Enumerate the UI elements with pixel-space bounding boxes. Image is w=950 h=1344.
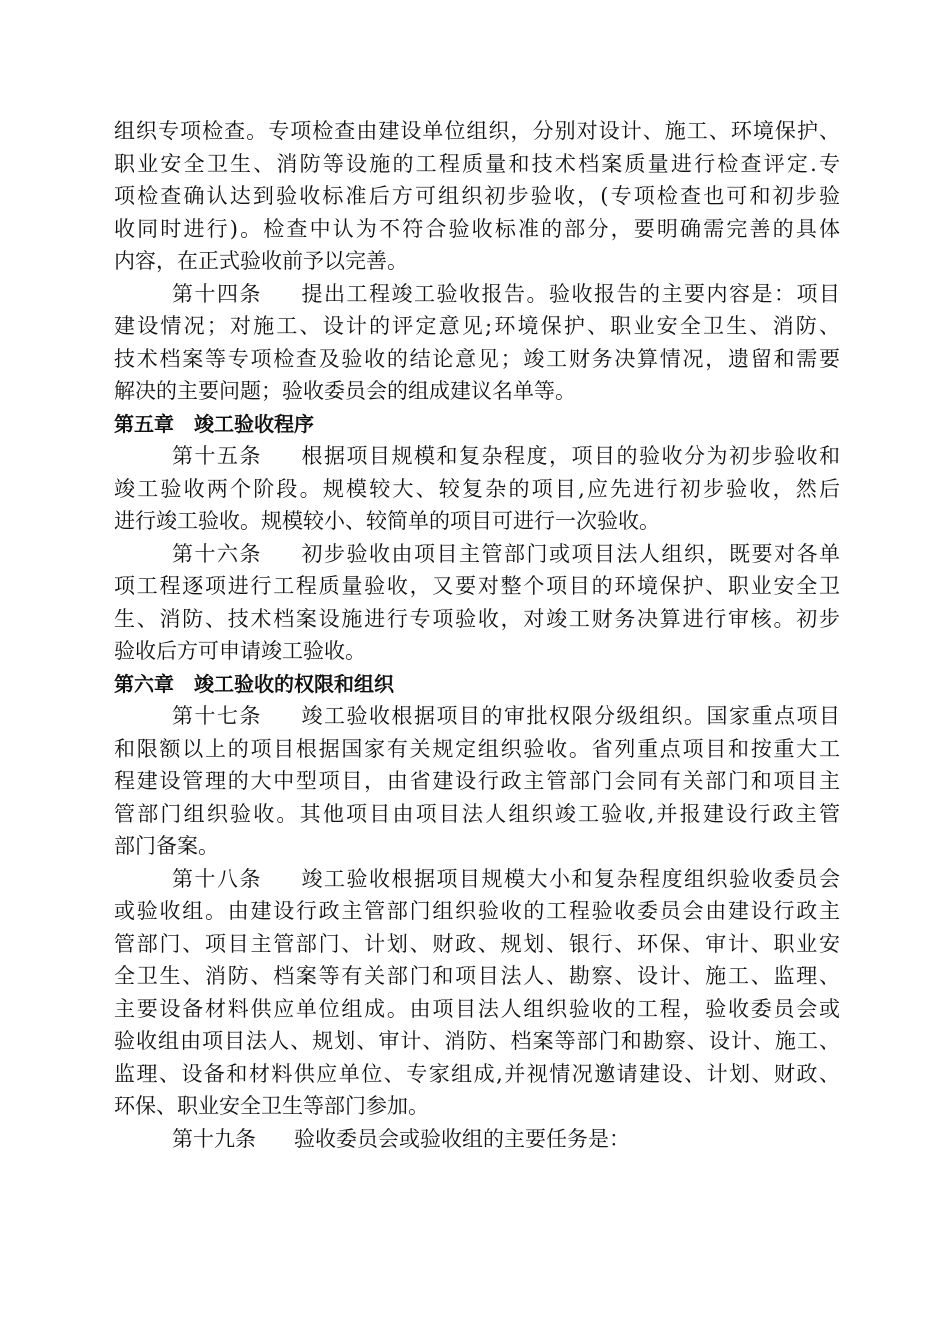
line-text: 初步验收由项目主管部门或项目法人组织，既要对各单 [300, 541, 840, 566]
line-text: 管部门、项目主管部门、计划、财政、规划、银行、环保、审计、职业安 [114, 931, 840, 956]
article-line [114, 473, 840, 506]
line-text: 根据项目规模和复杂程度，项目的验收分为初步验收和 [300, 444, 840, 468]
chapter-title: 竣工验收的权限和组织 [194, 671, 394, 696]
article-line [114, 1090, 840, 1123]
line-text: 验收组由项目法人、规划、审计、消防、档案等部门和勘察、设计、施工、 [114, 1029, 840, 1053]
article-line [114, 765, 840, 798]
line-text: 收同时进行)。检查中认为不符合验收标准的部分，要明确需完善的具体 [114, 216, 840, 241]
paragraph-line [114, 180, 840, 213]
article-line [114, 1123, 840, 1156]
chapter-heading [114, 668, 840, 701]
line-text: 项检查确认达到验收标准后方可组织初步验收，(专项检查也可和初步验 [114, 184, 840, 208]
article-line [114, 895, 840, 928]
chapter-number: 第五章 [114, 411, 174, 436]
article-line [114, 960, 840, 993]
line-text: 验收后方可申请竣工验收。 [114, 639, 366, 663]
line-text: 管部门组织验收。其他项目由项目法人组织竣工验收,并报建设行政主管 [114, 801, 840, 826]
line-text: 环保、职业安全卫生等部门参加。 [114, 1094, 429, 1118]
article-line [114, 733, 840, 766]
line-text: 项工程逐项进行工程质量验收，又要对整个项目的环境保护、职业安全卫 [114, 574, 840, 598]
paragraph-line [114, 115, 840, 148]
line-text: 程建设管理的大中型项目，由省建设行政主管部门会同有关部门和项目主 [114, 769, 840, 793]
article-line [114, 310, 840, 343]
paragraph-line [114, 213, 840, 246]
line-text: 提出工程竣工验收报告。验收报告的主要内容是：项目 [300, 281, 840, 306]
article-line [114, 993, 840, 1026]
line-text: 主要设备材料供应单位组成。由项目法人组织验收的工程，验收委员会或 [114, 996, 840, 1021]
line-text: 监理、设备和材料供应单位、专家组成,并视情况邀请建设、计划、财政、 [114, 1061, 840, 1086]
line-text: 和限额以上的项目根据国家有关规定组织验收。省列重点项目和按重大工 [114, 736, 840, 761]
line-text: 竣工验收两个阶段。规模较大、较复杂的项目,应先进行初步验收，然后 [114, 476, 840, 501]
line-text: 解决的主要问题；验收委员会的组成建议名单等。 [114, 379, 576, 403]
article-line [114, 278, 840, 311]
line-text: 验收委员会或验收组的主要任务是： [294, 1126, 630, 1151]
line-text: 全卫生、消防、档案等有关部门和项目法人、勘察、设计、施工、监理、 [114, 964, 840, 988]
line-text: 部门备案。 [114, 834, 219, 858]
line-text: 生、消防、技术档案设施进行专项验收，对竣工财务决算进行审核。初步 [114, 606, 840, 631]
article-line [114, 343, 840, 376]
article-line [114, 603, 840, 636]
line-text: 或验收组。由建设行政主管部门组织验收的工程验收委员会由建设行政主 [114, 899, 840, 923]
article-line [114, 863, 840, 896]
chapter-number: 第六章 [114, 671, 174, 696]
article-number: 第十七条 [172, 704, 262, 728]
article-line [114, 1025, 840, 1058]
article-line [114, 440, 840, 473]
line-text: 职业安全卫生、消防等设施的工程质量和技术档案质量进行检查评定.专 [114, 151, 840, 176]
chapter-heading [114, 408, 840, 441]
article-line [114, 830, 840, 863]
article-number: 第十九条 [172, 1126, 256, 1151]
line-text: 内容，在正式验收前予以完善。 [114, 249, 408, 273]
paragraph-line [114, 245, 840, 278]
article-line [114, 700, 840, 733]
article-number: 第十四条 [172, 281, 262, 306]
article-line [114, 505, 840, 538]
document-body [114, 115, 840, 1155]
article-line [114, 538, 840, 571]
line-text: 建设情况；对施工、设计的评定意见;环境保护、职业安全卫生、消防、 [114, 314, 840, 338]
line-text: 技术档案等专项检查及验收的结论意见；竣工财务决算情况，遗留和需要 [114, 346, 840, 371]
article-line [114, 1058, 840, 1091]
article-line [114, 570, 840, 603]
line-text: 竣工验收根据项目的审批权限分级组织。国家重点项目 [300, 704, 840, 728]
article-line [114, 635, 840, 668]
article-line [114, 375, 840, 408]
article-line [114, 798, 840, 831]
article-number: 第十五条 [172, 444, 262, 468]
paragraph-line [114, 148, 840, 181]
line-text: 竣工验收根据项目规模大小和复杂程度组织验收委员会 [300, 866, 840, 891]
article-number: 第十八条 [172, 866, 262, 891]
article-line [114, 928, 840, 961]
article-number: 第十六条 [172, 541, 262, 566]
line-text: 进行竣工验收。规模较小、较简单的项目可进行一次验收。 [114, 509, 660, 533]
line-text: 组织专项检查。专项检查由建设单位组织，分别对设计、施工、环境保护、 [114, 119, 840, 143]
chapter-title: 竣工验收程序 [194, 411, 314, 436]
